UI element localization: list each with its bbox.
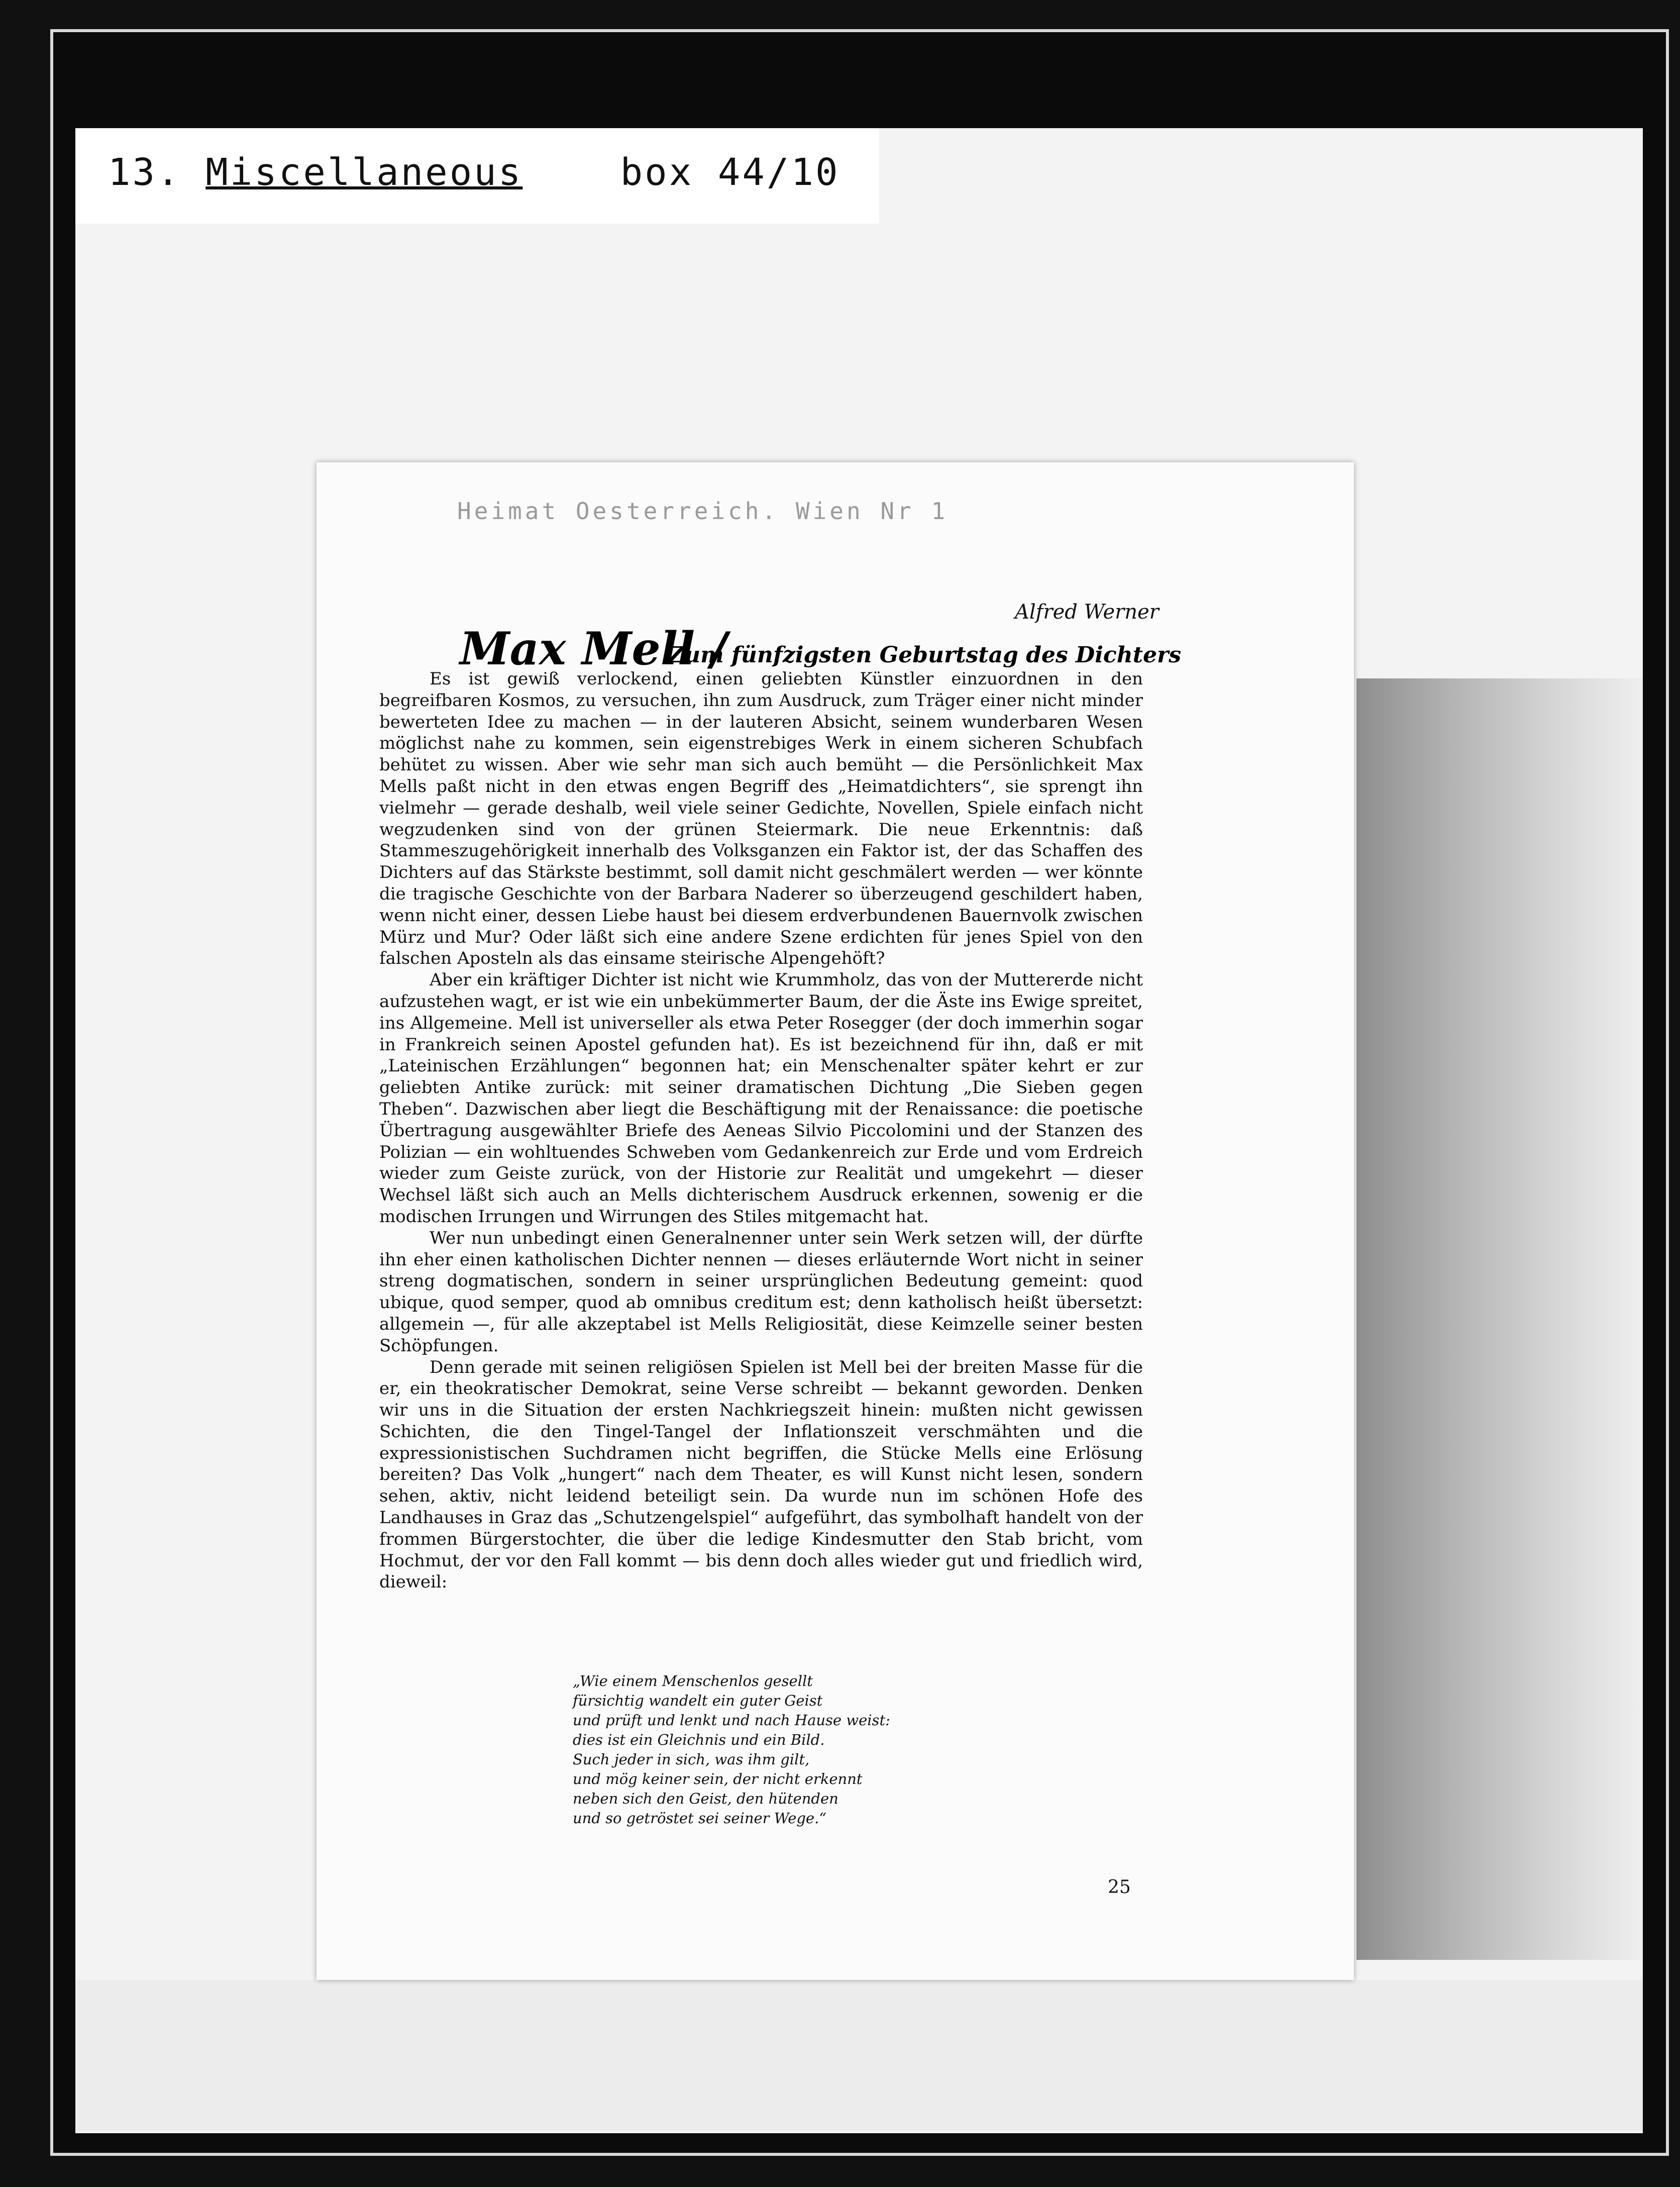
poem-line: Such jeder in sich, was ihm gilt, — [573, 1751, 810, 1768]
article-paragraph: Wer nun unbedingt einen Generalnenner unter sein Werk setzen will, der dürfte ihn eher einen katholischen Dichter nennen — dieses erläuternde Wort nicht in seiner streng dogmatischen, sondern in seiner ursprünglichen Bedeutung gemeint: quod ubique, quod semper, quod ab omnibus creditum est; denn katholisch heißt übersetzt: allgemein —, für alle akzeptabel ist Mells Religiosität, diese Keimzelle seiner besten Schöpfungen. — [379, 1228, 1143, 1356]
article-author: Alfred Werner — [1015, 601, 1159, 624]
label-box: box 44/10 — [620, 151, 840, 194]
poem-line: und so getröstet sei seiner Wege.“ — [573, 1810, 827, 1827]
poem-line: neben sich den Geist, den hütenden — [573, 1790, 838, 1807]
poem-line: und prüft und lenkt und nach Hause weist: — [573, 1712, 890, 1729]
poem-line: „Wie einem Menschenlos gesellt — [573, 1672, 813, 1689]
article-body — [379, 668, 1143, 1593]
label-category: Miscellaneous — [205, 151, 523, 194]
poem-line: und mög keiner sein, der nicht erkennt — [573, 1770, 863, 1787]
article-paragraph: Denn gerade mit seinen religiösen Spielen ist Mell bei der breiten Masse für die er, ein theokratischer Demokrat, seine Verse schreibt — bekannt geworden. Denken wir uns in die Situation der ersten Nachkriegszeit hinein: mußten nicht gewissen Schichten, die den Tingel-Tangel der Inflationszeit verschmähten und die expressionistischen Suchdramen nicht begriffen, die Stücke Mells eine Erlösung bereiten? Das Volk „hungert“ nach dem Theater, es will Kunst nicht lesen, sondern sehen, aktiv, nicht leidend beteiligt sein. Da wurde nun im schönen Hofe des Landhauses in Graz das „Schutzengelspiel“ aufgeführt, das symbolhaft handelt von der frommen Bürgerstochter, die über die ledige Kindesmutter den Stab bricht, vom Hochmut, der vor den Fall kommt — bis denn doch alles wieder gut und friedlich wird, dieweil: — [379, 1357, 1143, 1593]
article-paragraph: Es ist gewiß verlockend, einen geliebten Künstler einzuordnen in den begreifbaren Kosmos, zu versuchen, ihn zum Ausdruck, zum Träger einer nicht minder bewerteten Idee zu machen — in der lauteren Absicht, seinem wunderbaren Wesen möglichst nahe zu kommen, sein eigenstrebiges Werk in einem sicheren Schubfach behütet zu wissen. Aber wie sehr man sich auch bemüht — die Persönlichkeit Max Mells paßt nicht in den etwas engen Begriff des „Heimatdichters“, sie sprengt ihn vielmehr — gerade deshalb, weil viele seiner Gedichte, Novellen, Spiele einfach nicht wegzudenken sind von der grünen Steiermark. Die neue Erkenntnis: daß Stammeszugehörigkeit innerhalb des Volksganzen ein Faktor ist, der das Schaffen des Dichters auf das Stärkste bestimmt, soll damit nicht geschmälert werden — wer könnte die tragische Geschichte von der Barbara Naderer so überzeugend geschildert haben, wenn nicht einer, dessen Liebe haust bei diesem erdverbundenen Bauernvolk zwischen Mürz und Mur? Oder läßt sich eine andere Szene erdichten für jenes Spiel von den falschen Aposteln als das einsame steirische Alpengehöft? — [379, 669, 1143, 969]
archive-label — [108, 151, 840, 194]
poem-line: dies ist ein Gleichnis und ein Bild. — [573, 1731, 825, 1748]
label-number: 13. — [108, 151, 181, 194]
article-title: Max Mell / — [460, 622, 727, 675]
article-subtitle: Zum fünfzigsten Geburtstag des Dichters — [668, 642, 1181, 668]
poem-line: fürsichtig wandelt ein guter Geist — [573, 1692, 823, 1709]
page-number: 25 — [1108, 1877, 1131, 1898]
sheet-shadow — [1356, 678, 1643, 1960]
poem-quote — [573, 1671, 1025, 1828]
source-stamp: Heimat Oesterreich. Wien Nr 1 — [457, 498, 949, 525]
article-paragraph: Aber ein kräftiger Dichter ist nicht wie Krummholz, das von der Muttererde nicht aufzustehen wagt, er ist wie ein unbekümmerter Baum, der die Äste ins Ewige spreitet, ins Allgemeine. Mell ist universeller als etwa Peter Rosegger (der doch immerhin sogar in Frankreich seinen Apostel gefunden hat). Es ist bezeichnend für ihn, daß er mit „Lateinischen Erzählungen“ begonnen hat; ein Menschenalter später kehrt er zur geliebten Antike zurück: mit seiner dramatischen Dichtung „Die Sieben gegen Theben“. Dazwischen aber liegt die Beschäftigung mit der Renaissance: die poetische Übertragung ausgewählter Briefe des Aeneas Silvio Piccolomini und der Stanzen des Polizian — ein wohltuendes Schweben vom Gedankenreich zur Erde und vom Erdreich wieder zum Geiste zurück, von der Historie zur Realität und umgekehrt — dieser Wechsel läßt sich auch an Mells dichterischem Ausdruck erkennen, sowenig er die modischen Irrungen und Wirrungen des Stiles mitgemacht hat. — [379, 970, 1143, 1227]
sheet-bottom-band — [75, 1980, 1643, 2131]
